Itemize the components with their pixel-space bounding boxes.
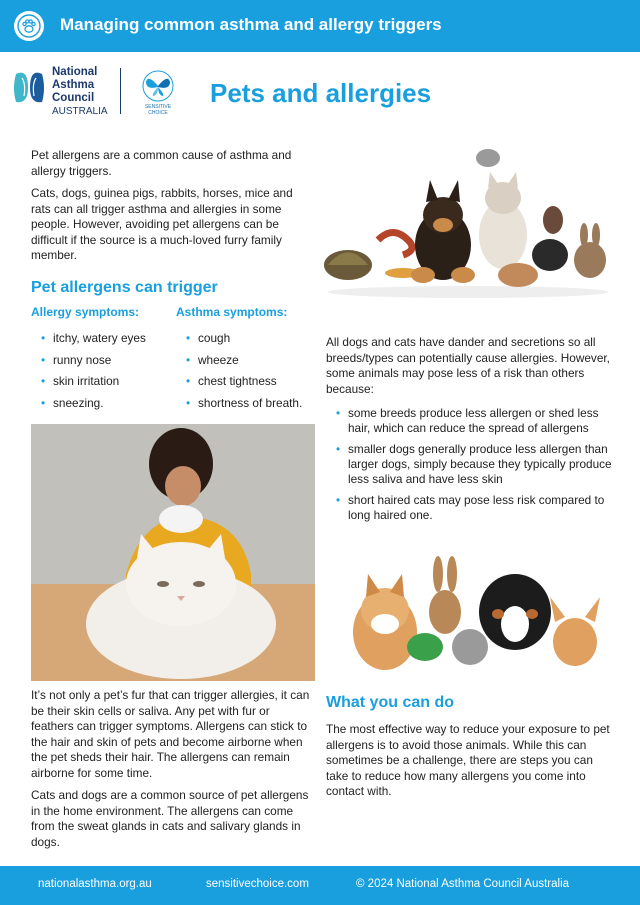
- nac-line1: National: [52, 66, 98, 78]
- list-item: • shortness of breath.: [186, 396, 302, 418]
- list-item: • chest tightness: [186, 374, 302, 396]
- butterfly-icon: [138, 70, 178, 104]
- left-lower-paragraph-1: It’s not only a pet’s fur that can trigger allergies, it can be their skin cells or saliva. Any pet with fur or feathers can trigger symptoms. Allergens can stick to the hair and skin of pets and become airborne when the pet sheds their hair. The allergens can remain airborne for some time.: [31, 688, 310, 780]
- list-item: • wheeze: [186, 353, 302, 375]
- section-heading-trigger: Pet allergens can trigger: [31, 279, 218, 296]
- what-you-can-do-paragraph: The most effective way to reduce your exposure to pet allergens is to avoid those animals. While this can sometimes be a challenge, there are steps you can take to reduce how many allergens you come into contact with.: [326, 722, 610, 798]
- footer-link-nationalasthma[interactable]: nationalasthma.org.au: [38, 878, 152, 890]
- section-heading-what-you-can-do: What you can do: [326, 694, 454, 711]
- list-item: • smaller dogs generally produce less allergen than larger dogs, simply because they typically produce less saliva and have less skin: [336, 442, 614, 487]
- sensitive-choice-logo: [138, 70, 178, 116]
- left-lower-paragraph-2: Cats and dogs are a common source of pet allergens in the home environment. The allergens can come from the sweat glands in cats and salivary glands in dogs.: [31, 788, 309, 849]
- footer-bar: [0, 866, 640, 905]
- paw-icon: [14, 11, 44, 41]
- list-item: • short haired cats may pose less risk compared to long haired one.: [336, 493, 614, 523]
- sensitive-choice-label: SENSITIVE CHOICE: [144, 104, 172, 116]
- right-paragraph-1: All dogs and cats have dander and secretions so all breeds/types can potentially cause allergies. However, some animals may pose less of a risk than others because:: [326, 335, 610, 396]
- risk-factors-list: [336, 406, 614, 529]
- intro-paragraph-1: Pet allergens are a common cause of asthma and allergy triggers.: [31, 148, 292, 178]
- list-item: • some breeds produce less allergen or shed less hair, which can reduce the spread of allergens: [336, 406, 614, 436]
- nac-line2: Asthma: [52, 79, 95, 91]
- allergy-symptoms-list: [41, 331, 146, 417]
- header-title: Managing common asthma and allergy triggers: [60, 15, 442, 34]
- woman-sneezing-with-cat-image: [31, 424, 315, 681]
- list-item: • cough: [186, 331, 302, 353]
- nac-line4: AUSTRALIA: [52, 106, 108, 117]
- nac-logo-mark: [12, 68, 46, 108]
- asthma-symptoms-list: [186, 331, 302, 417]
- list-item: • sneezing.: [41, 396, 146, 418]
- header-bar: [0, 0, 640, 52]
- national-asthma-council-logo: [12, 66, 132, 118]
- pets-group-image: [318, 140, 613, 300]
- asthma-symptoms-heading: Asthma symptoms:: [176, 305, 288, 319]
- dogs-and-pets-image: [350, 552, 602, 672]
- logo-divider: [120, 68, 121, 114]
- page-title: Pets and allergies: [210, 78, 432, 108]
- footer-link-sensitivechoice[interactable]: sensitivechoice.com: [206, 878, 309, 890]
- allergy-symptoms-heading: Allergy symptoms:: [31, 305, 140, 319]
- intro-paragraph-2: Cats, dogs, guinea pigs, rabbits, horses, mice and rats can all trigger asthma and allergies in some people. However, avoiding pet allergens can be difficult if the source is a much-loved furry family member.: [31, 186, 293, 262]
- footer-copyright: © 2024 National Asthma Council Australia: [356, 878, 570, 890]
- list-item: • itchy, watery eyes: [41, 331, 146, 353]
- list-item: • skin irritation: [41, 374, 146, 396]
- list-item: • runny nose: [41, 353, 146, 375]
- nac-line3: Council: [52, 92, 95, 104]
